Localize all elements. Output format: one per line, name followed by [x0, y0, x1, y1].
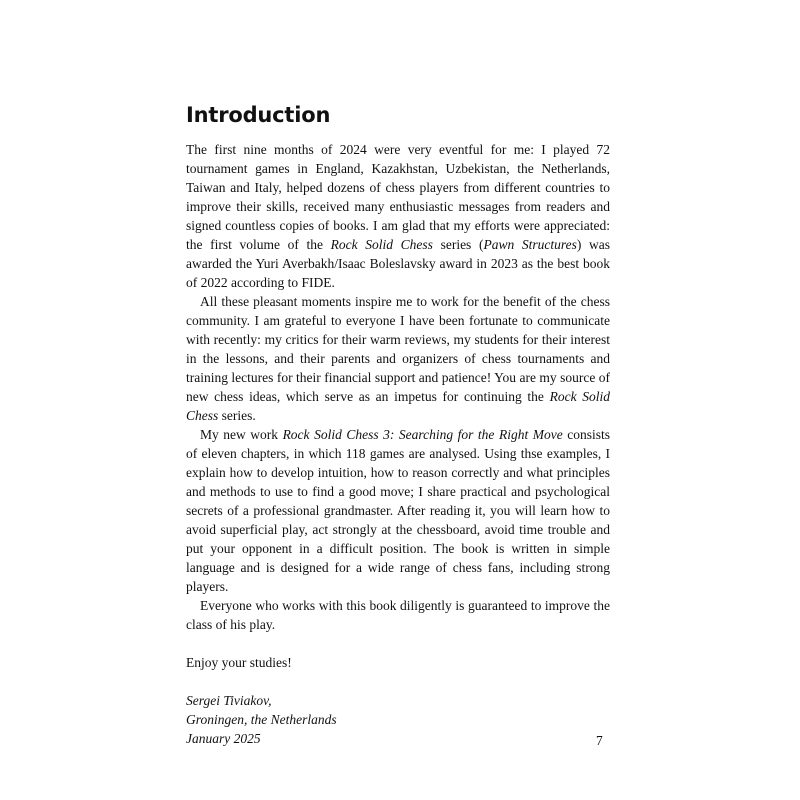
text-segment: series (: [432, 237, 484, 252]
text-segment: ) was awarded the Yuri Averbakh/Isaac Boleslavsky award in 2023 as the best book of 2022 according to FIDE.: [186, 237, 610, 290]
signature-name: Sergei Tiviakov,: [186, 693, 272, 708]
paragraph: [186, 425, 610, 596]
page-number: 7: [596, 733, 603, 748]
text-segment: consists of eleven chapters, in which 118 games are analysed. Using thse examples, I explain how to develop intuition, how to reason correctly and what principles and methods to use to find a good move; I share practical and psychological secrets of a professional grandmaster. After reading it, you will learn how to avoid superficial play, act strongly at the chessboard, avoid time trouble and put your opponent in a difficult position. The book is written in simple language and is designed for a wide range of chess fans, including strong players.: [186, 427, 610, 594]
italic-text-segment: Rock Solid Chess 3: Searching for the Right Move: [282, 427, 563, 442]
signature-date: January 2025: [186, 731, 261, 746]
paragraph: [186, 292, 610, 425]
paragraphs-container: [186, 140, 610, 634]
text-segment: My new work: [200, 427, 283, 442]
body-text: [186, 140, 610, 748]
signature-block: [186, 691, 610, 748]
text-segment: All these pleasant moments inspire me to work for the benefit of the chess community. I am grateful to everyone I have been fortunate to communicate with recently: my critics for their warm reviews, my students for their interest in the lessons, and their parents and organizers of chess tournaments and training lectures for their financial support and patience! You are my source of new chess ideas, which serve as an impetus for continuing the: [186, 294, 610, 404]
italic-text-segment: Rock Solid Chess: [186, 389, 610, 423]
paragraph: [186, 596, 610, 634]
text-segment: The first nine months of 2024 were very eventful for me: I played 72 tournament games in England, Kazakhstan, Uzbekistan, the Netherlands, Taiwan and Italy, helped dozens of chess players from different countries to improve their skills, received many enthusiastic messages from readers and signed countless copies of books. I am glad that my efforts were appreciated: the first volume of the: [186, 142, 610, 252]
italic-text-segment: Rock Solid Chess: [330, 237, 433, 252]
text-segment: Everyone who works with this book diligently is guaranteed to improve the class of his play.: [186, 598, 610, 632]
paragraph: [186, 140, 610, 292]
page-title: Introduction: [186, 103, 331, 127]
italic-text-segment: Pawn Structures: [483, 237, 577, 252]
signature-location: Groningen, the Netherlands: [186, 712, 337, 727]
text-segment: series.: [218, 408, 256, 423]
closing-line: Enjoy your studies!: [186, 655, 292, 670]
